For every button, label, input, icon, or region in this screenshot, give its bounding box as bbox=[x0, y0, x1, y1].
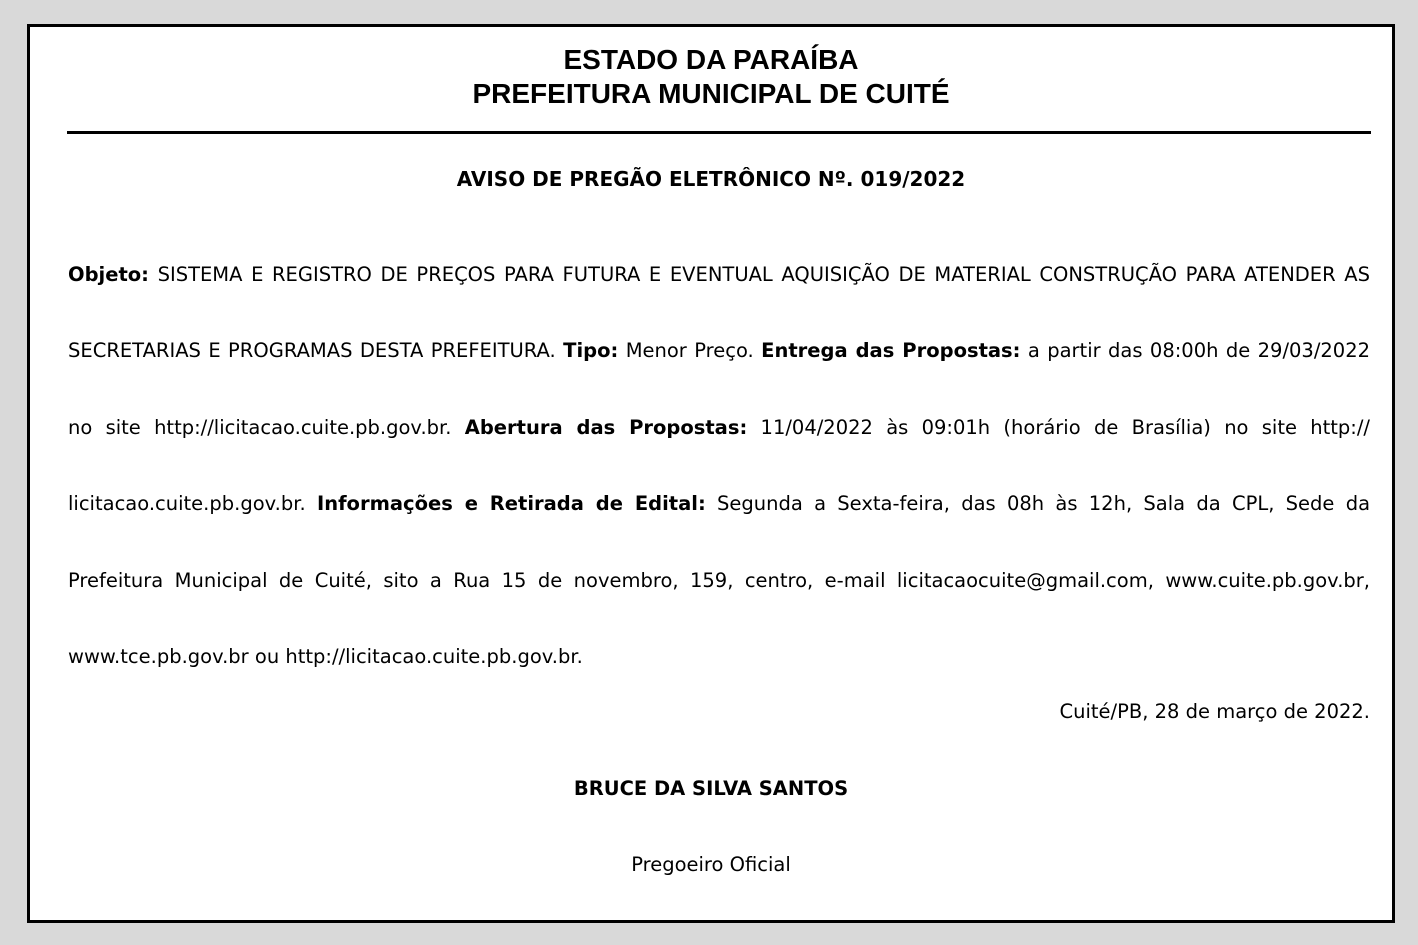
objeto-label: Objeto: bbox=[68, 263, 149, 286]
state-heading: ESTADO DA PARAÍBA bbox=[563, 44, 859, 75]
header-divider bbox=[67, 131, 1371, 134]
informacoes-text: Segunda a Sexta-feira, das 08h às 12h, Sala da CPL, Sede da Prefeitura Municipal de Cuité, sito a Rua 15 de novembro, 159, centro, e-mail licitacaocuite@gmail.com, www.cuite.pb.gov.br, www.tce.pb.gov.br ou http://licitacao.cuite.pb.gov.br. bbox=[68, 492, 1371, 669]
abertura-label: Abertura das Propostas: bbox=[464, 415, 748, 439]
tipo-text: Menor Preço. bbox=[618, 339, 762, 363]
informacoes-label: Informações e Retirada de Edital: bbox=[316, 492, 706, 516]
notice-body bbox=[68, 237, 1370, 695]
entrega-text: a partir das 08:00h de 29/03/2022 no site http://licitacao.cuite.pb.gov.br. bbox=[68, 339, 1371, 439]
abertura-text: 11/04/2022 às 09:01h (horário de Brasília) no site http:// licitacao.cuite.pb.gov.br. bbox=[68, 415, 1370, 516]
notice-title: AVISO DE PREGÃO ELETRÔNICO Nº. 019/2022 bbox=[456, 167, 966, 191]
objeto-text: SISTEMA E REGISTRO DE PREÇOS PARA FUTURA E EVENTUAL AQUISIÇÃO DE MATERIAL CONSTRUÇÃO PARA ATENDER AS SECRETARIAS E PROGRAMAS DESTA PREFEITURA. bbox=[68, 263, 1370, 363]
tipo-label: Tipo: bbox=[563, 339, 619, 363]
entrega-label: Entrega das Propostas: bbox=[761, 339, 1021, 363]
notice-document bbox=[27, 24, 1395, 923]
document-header bbox=[30, 43, 1392, 111]
signer-name: BRUCE DA SILVA SANTOS bbox=[573, 777, 849, 800]
municipality-heading: PREFEITURA MUNICIPAL DE CUITÉ bbox=[472, 78, 950, 109]
date-line: Cuité/PB, 28 de março de 2022. bbox=[1059, 700, 1370, 723]
signer-role: Pregoeiro Oficial bbox=[631, 853, 791, 876]
